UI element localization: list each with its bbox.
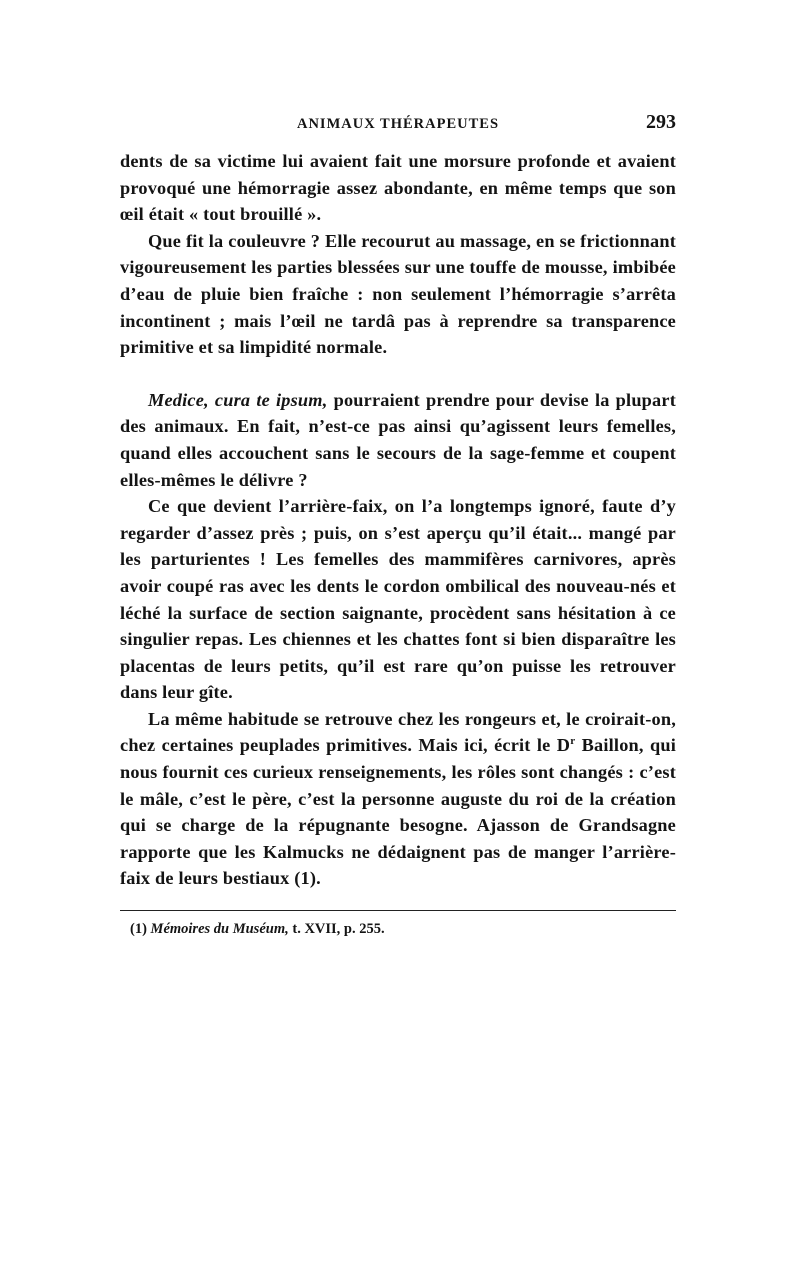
paragraph-5-text-a: La même habitude se retrouve chez les rongeurs et, le croirait-on, chez certaines peuplades primitives. Mais ici, écrit le D [120, 708, 676, 756]
running-head [120, 108, 676, 148]
footnote-divider [120, 910, 676, 911]
paragraph-2: Que fit la couleuvre ? Elle recourut au massage, en se frictionnant vigoureusement les parties blessées sur une touffe de mousse, imbibée d’eau de pluie bien fraîche : non seulement l’hémorragie s’arrêta incontinent ; mais l’œil ne tardâ pas à reprendre sa transparence primitive et sa limpidité normale. [120, 230, 676, 358]
paragraph-5 [120, 706, 676, 892]
paragraph-1: dents de sa victime lui avaient fait une morsure profonde et avaient provoqué une hémorragie assez abondante, en même temps que son œil était « tout brouillé ». [120, 151, 676, 225]
page-number: 293 [646, 111, 676, 133]
paragraph-5-text-b: Baillon, qui nous fournit ces curieux renseignements, les rôles sont changés : c’est le mâle, c’est le père, c’est la personne auguste du roi de la création qui se charge de la répugnante besogne. Ajasson de Grandsagne rapporte que les Kalmucks ne dédaignent pas de manger l’arrière-faix de leurs bestiaux (1). [120, 735, 677, 889]
footnote-marker: (1) [130, 921, 147, 938]
paragraph-3-text: pourraient prendre pour devise la plupart des animaux. En fait, n’est-ce pas ainsi qu’agissent leurs femelles, quand elles accouchent sans le secours de la sage-femme et coupent elles-mêmes le délivre ? [120, 389, 676, 490]
paragraph-4: Ce que devient l’arrière-faix, on l’a longtemps ignoré, faute d’y regarder d’assez près ; puis, on s’est aperçu qu’il était... mangé par les parturientes ! Les femelles des mammifères carnivores, après avoir coupé ras avec les dents le cordon ombilical des nouveau-nés et léché la surface de section saignante, procèdent sans hésitation à ce singulier repas. Les chiennes et les chattes font si bien disparaître les placentas de leurs petits, qu’il est rare qu’on puisse les retrouver dans leur gîte. [120, 496, 676, 703]
footnote [120, 919, 676, 939]
running-title: ANIMAUX THÉRAPEUTES [296, 116, 500, 132]
footnote-source-title: Mémoires du Muséum, [150, 921, 289, 938]
footnote-reference: t. XVII, p. 255. [288, 921, 385, 938]
paragraph-3 [120, 387, 676, 493]
body-text [120, 148, 676, 892]
book-page [120, 108, 676, 939]
doctor-abbrev-superscript: r [570, 735, 576, 748]
latin-motto: Medice, cura te ipsum, [148, 389, 328, 410]
